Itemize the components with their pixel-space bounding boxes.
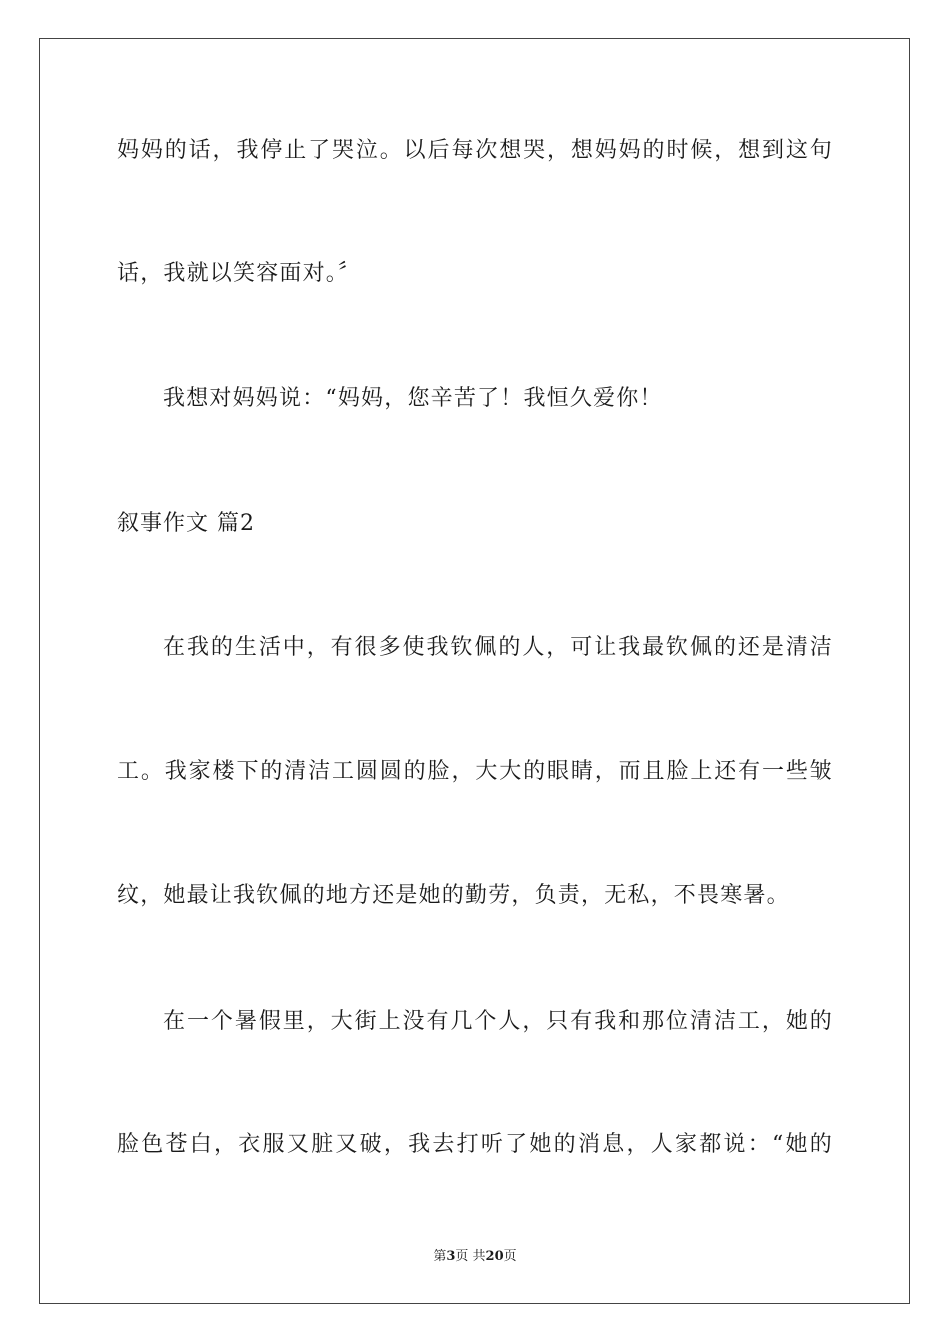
paragraph-line: 话，我就以笑容面对。〞 <box>117 261 362 286</box>
paragraph-line: 妈妈的话，我停止了哭泣。以后每次想哭，想妈妈的时候，想到这句 <box>117 138 833 163</box>
paragraph-line: 工。我家楼下的清洁工圆圆的脸，大大的眼睛，而且脸上还有一些皱 <box>117 759 833 784</box>
page-suffix: 页 <box>503 1249 517 1264</box>
page-border <box>39 38 910 1304</box>
paragraph-line: 我想对妈妈说：“妈妈，您辛苦了！我恒久爱你！ <box>163 386 663 411</box>
page-prefix: 第 <box>433 1249 447 1264</box>
total-page-number: 20 <box>485 1249 504 1264</box>
current-page-number: 3 <box>446 1249 456 1264</box>
paragraph-line: 脸色苍白，衣服又脏又破，我去打听了她的消息，人家都说：“她的 <box>117 1132 833 1157</box>
paragraph-line: 在一个暑假里，大街上没有几个人，只有我和那位清洁工，她的 <box>163 1009 833 1034</box>
paragraph-line: 在我的生活中，有很多使我钦佩的人，可让我最钦佩的还是清洁 <box>163 635 833 660</box>
section-heading: 叙事作文 篇2 <box>117 511 255 536</box>
page-middle-text: 页 共 <box>455 1249 486 1264</box>
page-footer <box>0 1248 950 1266</box>
paragraph-line: 纹，她最让我钦佩的地方还是她的勤劳，负责，无私，不畏寒暑。 <box>117 883 790 908</box>
